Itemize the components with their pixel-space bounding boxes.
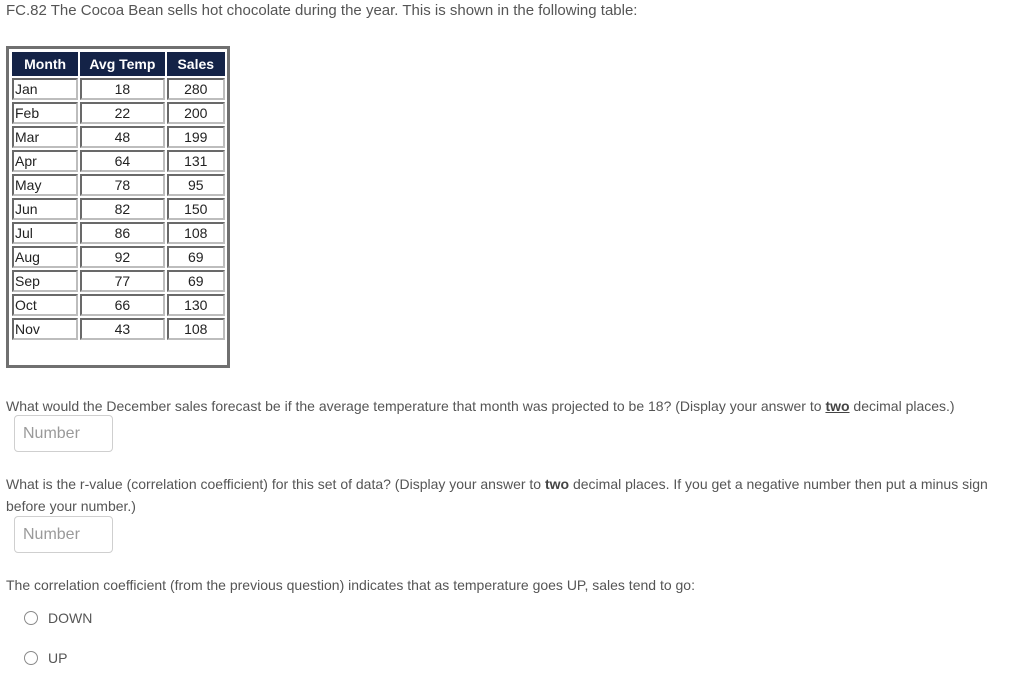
table-row bbox=[12, 150, 225, 172]
cell-month: Apr bbox=[12, 150, 78, 172]
column-header-avg-temp: Avg Temp bbox=[80, 52, 164, 76]
table-row bbox=[12, 174, 225, 196]
radio-label-down: DOWN bbox=[48, 610, 93, 626]
emphasis-two: two bbox=[544, 476, 570, 492]
cell-sales: 199 bbox=[167, 126, 225, 148]
cell-sales: 108 bbox=[167, 318, 225, 340]
table-row bbox=[12, 198, 225, 220]
cell-sales: 95 bbox=[167, 174, 225, 196]
table-row bbox=[12, 318, 225, 340]
cell-sales: 108 bbox=[167, 222, 225, 244]
cell-month: Nov bbox=[12, 318, 78, 340]
table-row bbox=[12, 294, 225, 316]
cell-month: Oct bbox=[12, 294, 78, 316]
table-row bbox=[12, 78, 225, 100]
radio-button-down[interactable] bbox=[24, 611, 38, 625]
table-row bbox=[12, 126, 225, 148]
cell-month: Jan bbox=[12, 78, 78, 100]
cell-avg-temp: 18 bbox=[80, 78, 164, 100]
cell-sales: 200 bbox=[167, 102, 225, 124]
cell-avg-temp: 78 bbox=[80, 174, 164, 196]
radio-option-down[interactable] bbox=[24, 608, 92, 628]
data-table bbox=[10, 50, 227, 342]
cell-sales: 69 bbox=[167, 270, 225, 292]
question-text: decimal places. If you get a negative number then put a minus sign before your number.) bbox=[6, 476, 988, 514]
problem-title: FC.82 The Cocoa Bean sells hot chocolate during the year. This is shown in the following table: bbox=[6, 2, 638, 19]
cell-sales: 280 bbox=[167, 78, 225, 100]
cell-sales: 150 bbox=[167, 198, 225, 220]
question-correlation-direction: The correlation coefficient (from the previous question) indicates that as temperature goes UP, sales tend to go: bbox=[6, 577, 695, 593]
question-text: What is the r-value (correlation coefficient) for this set of data? (Display your answer to bbox=[6, 476, 545, 492]
table-header-row bbox=[12, 52, 225, 76]
cell-sales: 69 bbox=[167, 246, 225, 268]
cell-avg-temp: 86 bbox=[80, 222, 164, 244]
table-row bbox=[12, 270, 225, 292]
cell-month: Sep bbox=[12, 270, 78, 292]
data-table-frame bbox=[6, 46, 230, 368]
question-text: decimal places.) bbox=[849, 398, 955, 414]
emphasis-two: two bbox=[825, 398, 850, 414]
cell-avg-temp: 77 bbox=[80, 270, 164, 292]
december-forecast-input[interactable] bbox=[14, 415, 113, 452]
cell-sales: 131 bbox=[167, 150, 225, 172]
cell-month: Aug bbox=[12, 246, 78, 268]
cell-sales: 130 bbox=[167, 294, 225, 316]
table-row bbox=[12, 246, 225, 268]
question-december-forecast bbox=[6, 395, 955, 417]
cell-avg-temp: 43 bbox=[80, 318, 164, 340]
column-header-month: Month bbox=[12, 52, 78, 76]
column-header-sales: Sales bbox=[167, 52, 225, 76]
cell-avg-temp: 82 bbox=[80, 198, 164, 220]
table-row bbox=[12, 222, 225, 244]
cell-avg-temp: 22 bbox=[80, 102, 164, 124]
radio-label-up: UP bbox=[48, 650, 68, 666]
table-row bbox=[12, 102, 225, 124]
cell-avg-temp: 92 bbox=[80, 246, 164, 268]
radio-option-up[interactable] bbox=[24, 648, 67, 668]
cell-avg-temp: 66 bbox=[80, 294, 164, 316]
cell-month: Jun bbox=[12, 198, 78, 220]
cell-avg-temp: 64 bbox=[80, 150, 164, 172]
cell-avg-temp: 48 bbox=[80, 126, 164, 148]
r-value-input[interactable] bbox=[14, 516, 113, 553]
question-text: What would the December sales forecast be if the average temperature that month was projected to be 18? (Display your answer to bbox=[6, 398, 826, 414]
question-r-value bbox=[6, 473, 1021, 517]
cell-month: Mar bbox=[12, 126, 78, 148]
cell-month: Jul bbox=[12, 222, 78, 244]
radio-button-up[interactable] bbox=[24, 651, 38, 665]
cell-month: Feb bbox=[12, 102, 78, 124]
cell-month: May bbox=[12, 174, 78, 196]
